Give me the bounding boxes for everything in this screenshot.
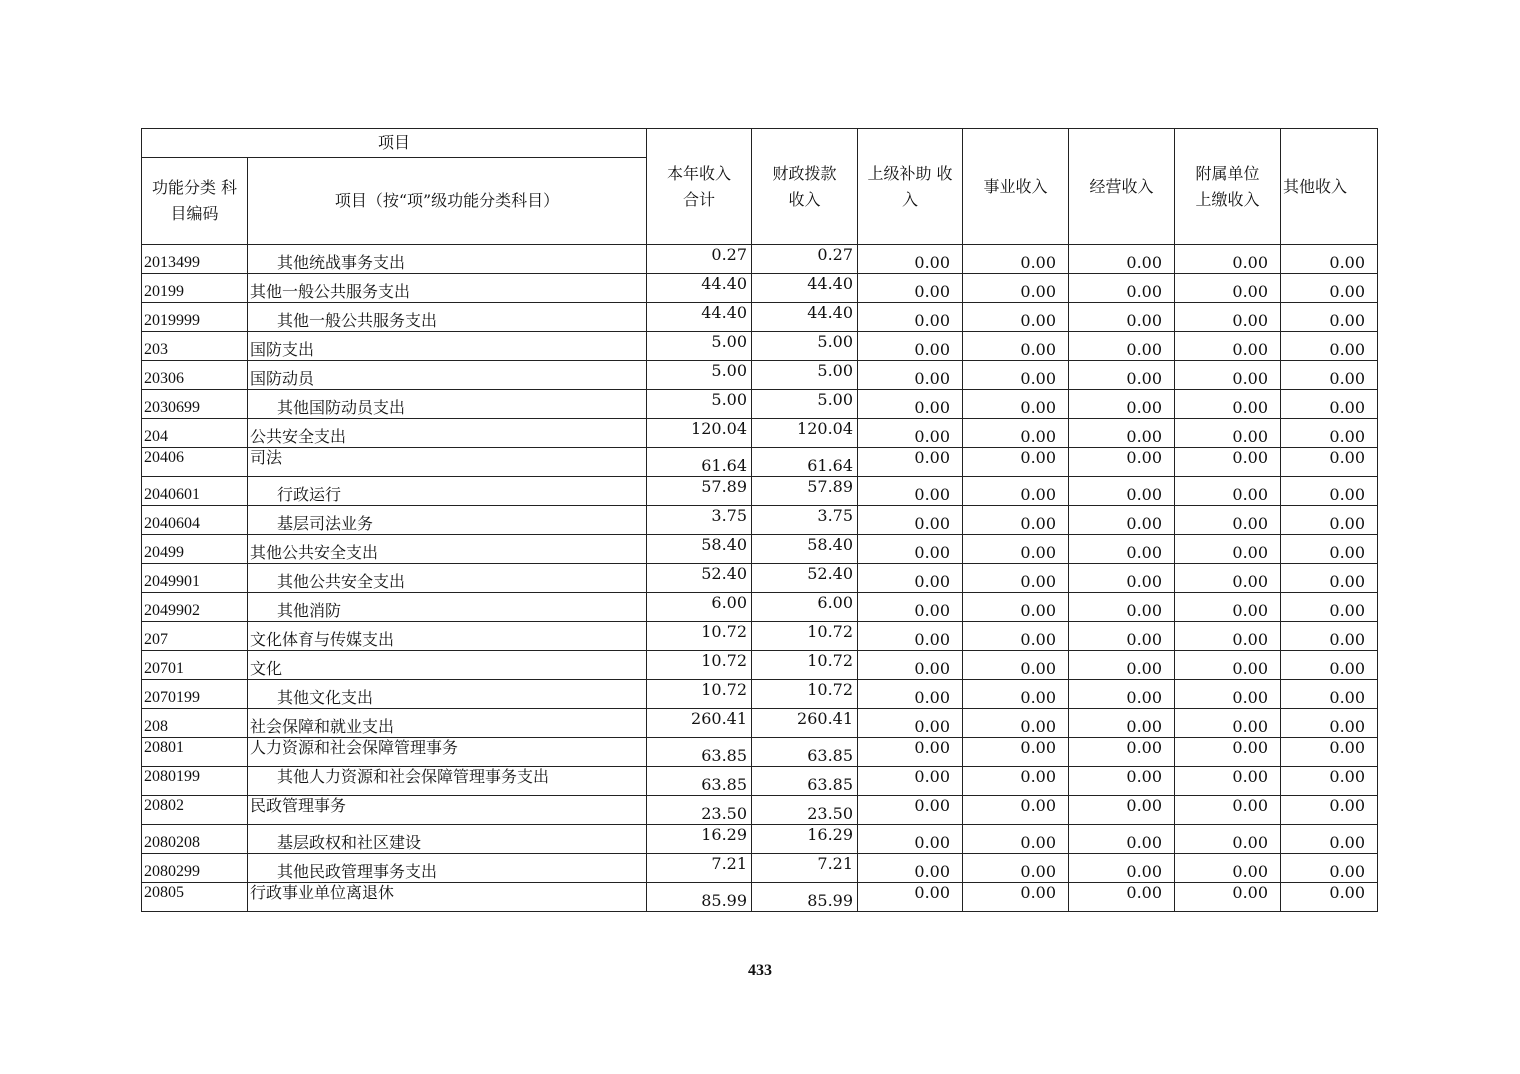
header-affiliate-income: 附属单位上缴收入 — [1175, 129, 1281, 245]
row-name: 行政事业单位离退休 — [248, 883, 647, 912]
header-operating-income: 经营收入 — [1069, 129, 1175, 245]
row-name: 文化 — [248, 651, 647, 680]
cell-operating-income: 0.00 — [1069, 593, 1175, 622]
cell-total-income: 5.00 — [647, 361, 752, 390]
cell-affiliate-income: 0.00 — [1175, 738, 1281, 767]
cell-affiliate-income: 0.00 — [1175, 651, 1281, 680]
cell-operating-income: 0.00 — [1069, 651, 1175, 680]
cell-affiliate-income: 0.00 — [1175, 854, 1281, 883]
cell-other-income: 0.00 — [1281, 506, 1378, 535]
row-code: 20406 — [142, 448, 248, 477]
cell-other-income: 0.00 — [1281, 564, 1378, 593]
cell-operating-income: 0.00 — [1069, 767, 1175, 796]
table-row — [142, 419, 1378, 448]
table-row — [142, 448, 1378, 477]
row-name: 社会保障和就业支出 — [248, 709, 647, 738]
header-name: 项目（按“项”级功能分类科目） — [248, 158, 647, 245]
cell-operating-income: 0.00 — [1069, 506, 1175, 535]
cell-affiliate-income: 0.00 — [1175, 767, 1281, 796]
cell-other-income: 0.00 — [1281, 477, 1378, 506]
cell-business-income: 0.00 — [963, 883, 1069, 912]
cell-total-income: 44.40 — [647, 303, 752, 332]
header-other-income: 其他收入 — [1281, 129, 1378, 245]
table-row — [142, 593, 1378, 622]
cell-business-income: 0.00 — [963, 448, 1069, 477]
cell-business-income: 0.00 — [963, 796, 1069, 825]
cell-fiscal-allocation: 260.41 — [752, 709, 858, 738]
row-code: 208 — [142, 709, 248, 738]
table-row — [142, 477, 1378, 506]
row-code: 203 — [142, 332, 248, 361]
cell-superior-subsidy: 0.00 — [858, 390, 963, 419]
row-code: 20805 — [142, 883, 248, 912]
cell-business-income: 0.00 — [963, 738, 1069, 767]
cell-other-income: 0.00 — [1281, 303, 1378, 332]
cell-total-income: 10.72 — [647, 622, 752, 651]
row-code: 2080299 — [142, 854, 248, 883]
cell-operating-income: 0.00 — [1069, 883, 1175, 912]
cell-fiscal-allocation: 7.21 — [752, 854, 858, 883]
cell-operating-income: 0.00 — [1069, 738, 1175, 767]
cell-business-income: 0.00 — [963, 535, 1069, 564]
cell-superior-subsidy: 0.00 — [858, 535, 963, 564]
table-row — [142, 854, 1378, 883]
row-name: 文化体育与传媒支出 — [248, 622, 647, 651]
cell-affiliate-income: 0.00 — [1175, 709, 1281, 738]
cell-fiscal-allocation: 3.75 — [752, 506, 858, 535]
cell-business-income: 0.00 — [963, 332, 1069, 361]
row-name: 其他人力资源和社会保障管理事务支出 — [248, 767, 647, 796]
row-name: 人力资源和社会保障管理事务 — [248, 738, 647, 767]
cell-operating-income: 0.00 — [1069, 825, 1175, 854]
cell-other-income: 0.00 — [1281, 245, 1378, 274]
cell-other-income: 0.00 — [1281, 419, 1378, 448]
cell-superior-subsidy: 0.00 — [858, 303, 963, 332]
table-row — [142, 825, 1378, 854]
cell-operating-income: 0.00 — [1069, 680, 1175, 709]
cell-fiscal-allocation: 16.29 — [752, 825, 858, 854]
cell-operating-income: 0.00 — [1069, 419, 1175, 448]
cell-other-income: 0.00 — [1281, 796, 1378, 825]
cell-other-income: 0.00 — [1281, 680, 1378, 709]
cell-operating-income: 0.00 — [1069, 535, 1175, 564]
row-name: 基层司法业务 — [248, 506, 647, 535]
cell-operating-income: 0.00 — [1069, 477, 1175, 506]
cell-business-income: 0.00 — [963, 274, 1069, 303]
row-name: 其他文化支出 — [248, 680, 647, 709]
cell-operating-income: 0.00 — [1069, 390, 1175, 419]
row-code: 2070199 — [142, 680, 248, 709]
cell-other-income: 0.00 — [1281, 709, 1378, 738]
row-code: 20801 — [142, 738, 248, 767]
cell-total-income: 260.41 — [647, 709, 752, 738]
cell-total-income: 63.85 — [647, 738, 752, 767]
table-row — [142, 245, 1378, 274]
cell-superior-subsidy: 0.00 — [858, 477, 963, 506]
cell-superior-subsidy: 0.00 — [858, 332, 963, 361]
cell-superior-subsidy: 0.00 — [858, 738, 963, 767]
cell-other-income: 0.00 — [1281, 390, 1378, 419]
cell-business-income: 0.00 — [963, 506, 1069, 535]
table-row — [142, 390, 1378, 419]
cell-business-income: 0.00 — [963, 419, 1069, 448]
table-row — [142, 332, 1378, 361]
cell-affiliate-income: 0.00 — [1175, 419, 1281, 448]
cell-operating-income: 0.00 — [1069, 854, 1175, 883]
row-name: 司法 — [248, 448, 647, 477]
cell-superior-subsidy: 0.00 — [858, 593, 963, 622]
cell-superior-subsidy: 0.00 — [858, 274, 963, 303]
cell-business-income: 0.00 — [963, 477, 1069, 506]
cell-fiscal-allocation: 6.00 — [752, 593, 858, 622]
cell-fiscal-allocation: 44.40 — [752, 274, 858, 303]
table-row — [142, 361, 1378, 390]
cell-fiscal-allocation: 10.72 — [752, 622, 858, 651]
cell-business-income: 0.00 — [963, 680, 1069, 709]
cell-operating-income: 0.00 — [1069, 709, 1175, 738]
cell-superior-subsidy: 0.00 — [858, 448, 963, 477]
cell-total-income: 10.72 — [647, 680, 752, 709]
cell-fiscal-allocation: 61.64 — [752, 448, 858, 477]
cell-affiliate-income: 0.00 — [1175, 564, 1281, 593]
cell-total-income: 85.99 — [647, 883, 752, 912]
row-name: 国防支出 — [248, 332, 647, 361]
table-row — [142, 883, 1378, 912]
cell-fiscal-allocation: 5.00 — [752, 361, 858, 390]
cell-business-income: 0.00 — [963, 622, 1069, 651]
cell-other-income: 0.00 — [1281, 361, 1378, 390]
cell-fiscal-allocation: 63.85 — [752, 738, 858, 767]
cell-operating-income: 0.00 — [1069, 332, 1175, 361]
header-total-income: 本年收入合计 — [647, 129, 752, 245]
cell-other-income: 0.00 — [1281, 738, 1378, 767]
cell-total-income: 3.75 — [647, 506, 752, 535]
cell-total-income: 23.50 — [647, 796, 752, 825]
cell-fiscal-allocation: 120.04 — [752, 419, 858, 448]
cell-affiliate-income: 0.00 — [1175, 825, 1281, 854]
row-name: 其他一般公共服务支出 — [248, 274, 647, 303]
cell-affiliate-income: 0.00 — [1175, 593, 1281, 622]
cell-total-income: 10.72 — [647, 651, 752, 680]
cell-affiliate-income: 0.00 — [1175, 506, 1281, 535]
row-code: 2080199 — [142, 767, 248, 796]
table-row — [142, 303, 1378, 332]
cell-operating-income: 0.00 — [1069, 796, 1175, 825]
cell-other-income: 0.00 — [1281, 651, 1378, 680]
cell-operating-income: 0.00 — [1069, 361, 1175, 390]
cell-other-income: 0.00 — [1281, 622, 1378, 651]
cell-total-income: 61.64 — [647, 448, 752, 477]
cell-business-income: 0.00 — [963, 593, 1069, 622]
cell-other-income: 0.00 — [1281, 593, 1378, 622]
header-superior-subsidy: 上级补助 收入 — [858, 129, 963, 245]
row-code: 2040604 — [142, 506, 248, 535]
header-code: 功能分类 科目编码 — [142, 158, 248, 245]
table-row — [142, 680, 1378, 709]
cell-affiliate-income: 0.00 — [1175, 390, 1281, 419]
cell-total-income: 58.40 — [647, 535, 752, 564]
row-name: 其他公共安全支出 — [248, 564, 647, 593]
row-name: 公共安全支出 — [248, 419, 647, 448]
row-name: 其他统战事务支出 — [248, 245, 647, 274]
cell-affiliate-income: 0.00 — [1175, 477, 1281, 506]
cell-fiscal-allocation: 44.40 — [752, 303, 858, 332]
cell-total-income: 52.40 — [647, 564, 752, 593]
cell-superior-subsidy: 0.00 — [858, 361, 963, 390]
cell-total-income: 5.00 — [647, 332, 752, 361]
cell-other-income: 0.00 — [1281, 854, 1378, 883]
row-name: 其他公共安全支出 — [248, 535, 647, 564]
cell-superior-subsidy: 0.00 — [858, 651, 963, 680]
table-row — [142, 651, 1378, 680]
row-code: 2049902 — [142, 593, 248, 622]
table-row — [142, 709, 1378, 738]
cell-business-income: 0.00 — [963, 709, 1069, 738]
cell-superior-subsidy: 0.00 — [858, 680, 963, 709]
cell-fiscal-allocation: 5.00 — [752, 390, 858, 419]
row-code: 2049901 — [142, 564, 248, 593]
cell-operating-income: 0.00 — [1069, 303, 1175, 332]
cell-total-income: 7.21 — [647, 854, 752, 883]
cell-total-income: 0.27 — [647, 245, 752, 274]
cell-fiscal-allocation: 63.85 — [752, 767, 858, 796]
row-code: 2030699 — [142, 390, 248, 419]
cell-fiscal-allocation: 23.50 — [752, 796, 858, 825]
cell-other-income: 0.00 — [1281, 883, 1378, 912]
row-code: 2040601 — [142, 477, 248, 506]
row-code: 20802 — [142, 796, 248, 825]
cell-fiscal-allocation: 10.72 — [752, 680, 858, 709]
table-row — [142, 274, 1378, 303]
cell-business-income: 0.00 — [963, 245, 1069, 274]
budget-table — [141, 128, 1378, 912]
table-body — [142, 245, 1378, 912]
row-code: 207 — [142, 622, 248, 651]
cell-affiliate-income: 0.00 — [1175, 680, 1281, 709]
row-code: 20701 — [142, 651, 248, 680]
cell-other-income: 0.00 — [1281, 825, 1378, 854]
cell-superior-subsidy: 0.00 — [858, 825, 963, 854]
cell-operating-income: 0.00 — [1069, 622, 1175, 651]
header-business-income: 事业收入 — [963, 129, 1069, 245]
cell-operating-income: 0.00 — [1069, 564, 1175, 593]
cell-superior-subsidy: 0.00 — [858, 506, 963, 535]
row-name: 其他民政管理事务支出 — [248, 854, 647, 883]
cell-affiliate-income: 0.00 — [1175, 303, 1281, 332]
cell-fiscal-allocation: 58.40 — [752, 535, 858, 564]
cell-other-income: 0.00 — [1281, 274, 1378, 303]
cell-affiliate-income: 0.00 — [1175, 622, 1281, 651]
row-name: 其他一般公共服务支出 — [248, 303, 647, 332]
cell-total-income: 44.40 — [647, 274, 752, 303]
cell-superior-subsidy: 0.00 — [858, 854, 963, 883]
cell-affiliate-income: 0.00 — [1175, 361, 1281, 390]
cell-operating-income: 0.00 — [1069, 274, 1175, 303]
cell-other-income: 0.00 — [1281, 332, 1378, 361]
row-code: 2080208 — [142, 825, 248, 854]
cell-business-income: 0.00 — [963, 361, 1069, 390]
cell-business-income: 0.00 — [963, 825, 1069, 854]
row-name: 民政管理事务 — [248, 796, 647, 825]
cell-superior-subsidy: 0.00 — [858, 245, 963, 274]
cell-operating-income: 0.00 — [1069, 448, 1175, 477]
page-number: 433 — [748, 962, 772, 979]
cell-total-income: 63.85 — [647, 767, 752, 796]
cell-affiliate-income: 0.00 — [1175, 245, 1281, 274]
cell-superior-subsidy: 0.00 — [858, 883, 963, 912]
row-name: 国防动员 — [248, 361, 647, 390]
cell-total-income: 6.00 — [647, 593, 752, 622]
row-code: 20499 — [142, 535, 248, 564]
row-code: 20306 — [142, 361, 248, 390]
table-row — [142, 535, 1378, 564]
cell-business-income: 0.00 — [963, 564, 1069, 593]
cell-other-income: 0.00 — [1281, 767, 1378, 796]
cell-business-income: 0.00 — [963, 303, 1069, 332]
cell-fiscal-allocation: 85.99 — [752, 883, 858, 912]
table-row — [142, 796, 1378, 825]
row-code: 2019999 — [142, 303, 248, 332]
cell-affiliate-income: 0.00 — [1175, 448, 1281, 477]
table-row — [142, 564, 1378, 593]
row-name: 行政运行 — [248, 477, 647, 506]
table-row — [142, 622, 1378, 651]
cell-business-income: 0.00 — [963, 651, 1069, 680]
cell-fiscal-allocation: 5.00 — [752, 332, 858, 361]
cell-other-income: 0.00 — [1281, 448, 1378, 477]
cell-affiliate-income: 0.00 — [1175, 274, 1281, 303]
cell-superior-subsidy: 0.00 — [858, 709, 963, 738]
row-name: 其他国防动员支出 — [248, 390, 647, 419]
cell-business-income: 0.00 — [963, 390, 1069, 419]
cell-business-income: 0.00 — [963, 767, 1069, 796]
cell-superior-subsidy: 0.00 — [858, 419, 963, 448]
cell-total-income: 120.04 — [647, 419, 752, 448]
cell-fiscal-allocation: 52.40 — [752, 564, 858, 593]
cell-superior-subsidy: 0.00 — [858, 564, 963, 593]
cell-affiliate-income: 0.00 — [1175, 883, 1281, 912]
cell-fiscal-allocation: 0.27 — [752, 245, 858, 274]
cell-superior-subsidy: 0.00 — [858, 796, 963, 825]
cell-total-income: 16.29 — [647, 825, 752, 854]
row-name: 基层政权和社区建设 — [248, 825, 647, 854]
cell-superior-subsidy: 0.00 — [858, 622, 963, 651]
table-row — [142, 506, 1378, 535]
cell-fiscal-allocation: 57.89 — [752, 477, 858, 506]
row-code: 2013499 — [142, 245, 248, 274]
cell-other-income: 0.00 — [1281, 535, 1378, 564]
table-row — [142, 767, 1378, 796]
header-project-group: 项目 — [142, 129, 647, 158]
table-row — [142, 738, 1378, 767]
cell-operating-income: 0.00 — [1069, 245, 1175, 274]
cell-affiliate-income: 0.00 — [1175, 332, 1281, 361]
cell-business-income: 0.00 — [963, 854, 1069, 883]
header-fiscal-allocation: 财政拨款收入 — [752, 129, 858, 245]
cell-total-income: 57.89 — [647, 477, 752, 506]
cell-affiliate-income: 0.00 — [1175, 796, 1281, 825]
cell-affiliate-income: 0.00 — [1175, 535, 1281, 564]
cell-fiscal-allocation: 10.72 — [752, 651, 858, 680]
row-code: 20199 — [142, 274, 248, 303]
cell-superior-subsidy: 0.00 — [858, 767, 963, 796]
row-code: 204 — [142, 419, 248, 448]
row-name: 其他消防 — [248, 593, 647, 622]
cell-total-income: 5.00 — [647, 390, 752, 419]
